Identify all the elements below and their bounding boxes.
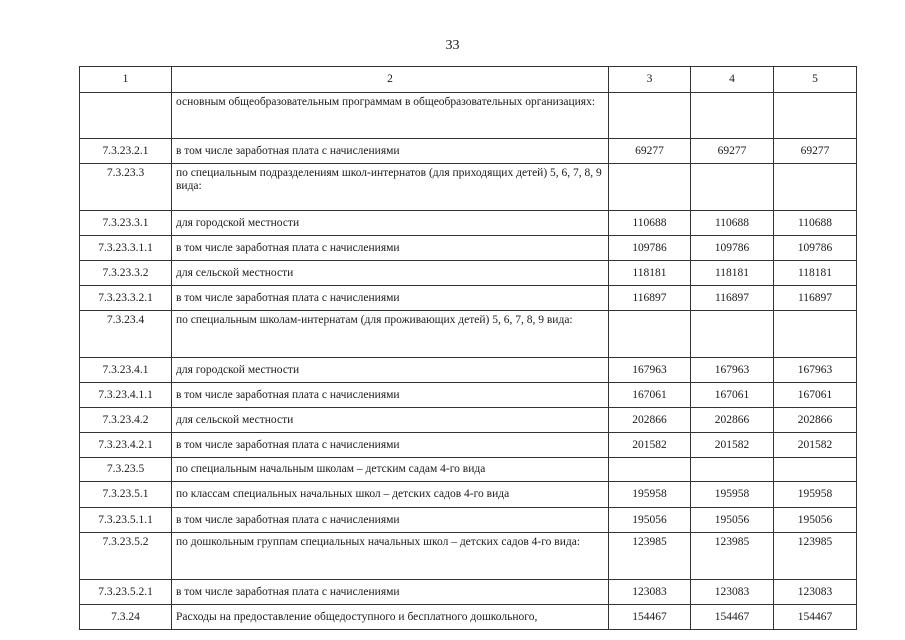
value-col-4: 167963 bbox=[691, 358, 774, 383]
row-description: для городской местности bbox=[172, 211, 609, 236]
page-number: 33 bbox=[445, 38, 460, 53]
table-row bbox=[80, 93, 857, 139]
row-description: в том числе заработная плата с начислениями bbox=[172, 236, 609, 261]
value-col-5 bbox=[774, 311, 857, 358]
row-code: 7.3.23.3.2 bbox=[80, 261, 172, 286]
table-row bbox=[80, 408, 857, 433]
value-col-4: 110688 bbox=[691, 211, 774, 236]
value-col-3: 116897 bbox=[609, 286, 691, 311]
value-col-5: 69277 bbox=[774, 139, 857, 164]
table-row bbox=[80, 605, 857, 630]
value-col-4 bbox=[691, 93, 774, 139]
value-col-4 bbox=[691, 311, 774, 358]
value-col-3 bbox=[609, 164, 691, 211]
row-description: для городской местности bbox=[172, 358, 609, 383]
value-col-3 bbox=[609, 311, 691, 358]
value-col-4: 123985 bbox=[691, 533, 774, 580]
table-row bbox=[80, 433, 857, 458]
value-col-5 bbox=[774, 93, 857, 139]
row-code: 7.3.23.4.2 bbox=[80, 408, 172, 433]
value-col-3: 195958 bbox=[609, 482, 691, 508]
value-col-5 bbox=[774, 164, 857, 211]
column-header: 2 bbox=[172, 67, 609, 93]
table-row bbox=[80, 358, 857, 383]
row-code: 7.3.24 bbox=[80, 605, 172, 630]
row-code: 7.3.23.5 bbox=[80, 458, 172, 482]
value-col-4: 69277 bbox=[691, 139, 774, 164]
row-description: по специальным школам-интернатам (для проживающих детей) 5, 6, 7, 8, 9 вида: bbox=[172, 311, 609, 358]
table-row bbox=[80, 311, 857, 358]
table-row bbox=[80, 508, 857, 533]
table-row bbox=[80, 286, 857, 311]
row-code: 7.3.23.5.2 bbox=[80, 533, 172, 580]
value-col-4: 123083 bbox=[691, 580, 774, 605]
row-code: 7.3.23.2.1 bbox=[80, 139, 172, 164]
value-col-5: 118181 bbox=[774, 261, 857, 286]
row-code: 7.3.23.3.1 bbox=[80, 211, 172, 236]
value-col-5: 167061 bbox=[774, 383, 857, 408]
row-description: в том числе заработная плата с начислениями bbox=[172, 508, 609, 533]
value-col-3: 123985 bbox=[609, 533, 691, 580]
value-col-5: 154467 bbox=[774, 605, 857, 630]
value-col-5: 123083 bbox=[774, 580, 857, 605]
value-col-4: 195056 bbox=[691, 508, 774, 533]
value-col-3: 69277 bbox=[609, 139, 691, 164]
value-col-5: 195056 bbox=[774, 508, 857, 533]
value-col-4: 195958 bbox=[691, 482, 774, 508]
value-col-4 bbox=[691, 458, 774, 482]
value-col-3: 201582 bbox=[609, 433, 691, 458]
table-body bbox=[80, 93, 857, 630]
row-code: 7.3.23.5.1.1 bbox=[80, 508, 172, 533]
row-description: Расходы на предоставление общедоступного и бесплатного дошкольного, bbox=[172, 605, 609, 630]
row-description: основным общеобразовательным программам в общеобразовательных организациях: bbox=[172, 93, 609, 139]
value-col-3: 202866 bbox=[609, 408, 691, 433]
value-col-3 bbox=[609, 93, 691, 139]
row-code: 7.3.23.3.1.1 bbox=[80, 236, 172, 261]
table-row bbox=[80, 236, 857, 261]
value-col-3: 123083 bbox=[609, 580, 691, 605]
value-col-5: 123985 bbox=[774, 533, 857, 580]
budget-table bbox=[79, 66, 857, 630]
row-code: 7.3.23.4.2.1 bbox=[80, 433, 172, 458]
value-col-3: 195056 bbox=[609, 508, 691, 533]
value-col-3: 118181 bbox=[609, 261, 691, 286]
value-col-4: 154467 bbox=[691, 605, 774, 630]
table-row bbox=[80, 164, 857, 211]
row-description: по специальным подразделениям школ-интернатов (для приходящих детей) 5, 6, 7, 8, 9 вида: bbox=[172, 164, 609, 211]
value-col-4 bbox=[691, 164, 774, 211]
row-code: 7.3.23.4.1.1 bbox=[80, 383, 172, 408]
table-row bbox=[80, 458, 857, 482]
column-header: 1 bbox=[80, 67, 172, 93]
value-col-4: 167061 bbox=[691, 383, 774, 408]
row-description: в том числе заработная плата с начислениями bbox=[172, 383, 609, 408]
row-description: по специальным начальным школам – детским садам 4-го вида bbox=[172, 458, 609, 482]
value-col-3: 167963 bbox=[609, 358, 691, 383]
row-code: 7.3.23.3 bbox=[80, 164, 172, 211]
value-col-4: 109786 bbox=[691, 236, 774, 261]
column-header: 5 bbox=[774, 67, 857, 93]
value-col-4: 118181 bbox=[691, 261, 774, 286]
row-code: 7.3.23.3.2.1 bbox=[80, 286, 172, 311]
value-col-4: 116897 bbox=[691, 286, 774, 311]
value-col-4: 202866 bbox=[691, 408, 774, 433]
table-row bbox=[80, 482, 857, 508]
value-col-5: 201582 bbox=[774, 433, 857, 458]
value-col-5: 110688 bbox=[774, 211, 857, 236]
row-description: в том числе заработная плата с начислениями bbox=[172, 580, 609, 605]
row-description: для сельской местности bbox=[172, 261, 609, 286]
table-row bbox=[80, 383, 857, 408]
value-col-5: 109786 bbox=[774, 236, 857, 261]
table-header-row bbox=[80, 67, 857, 93]
row-description: в том числе заработная плата с начислениями bbox=[172, 286, 609, 311]
row-code: 7.3.23.5.2.1 bbox=[80, 580, 172, 605]
table-row bbox=[80, 580, 857, 605]
table-row bbox=[80, 211, 857, 236]
value-col-5: 116897 bbox=[774, 286, 857, 311]
table-row bbox=[80, 261, 857, 286]
value-col-3: 154467 bbox=[609, 605, 691, 630]
row-description: по дошкольным группам специальных начальных школ – детских садов 4-го вида: bbox=[172, 533, 609, 580]
row-description: в том числе заработная плата с начислениями bbox=[172, 433, 609, 458]
row-code: 7.3.23.4.1 bbox=[80, 358, 172, 383]
row-description: в том числе заработная плата с начислениями bbox=[172, 139, 609, 164]
row-description: для сельской местности bbox=[172, 408, 609, 433]
value-col-3 bbox=[609, 458, 691, 482]
value-col-5 bbox=[774, 458, 857, 482]
value-col-5: 167963 bbox=[774, 358, 857, 383]
table-row bbox=[80, 533, 857, 580]
row-description: по классам специальных начальных школ – детских садов 4-го вида bbox=[172, 482, 609, 508]
row-code bbox=[80, 93, 172, 139]
column-header: 4 bbox=[691, 67, 774, 93]
value-col-4: 201582 bbox=[691, 433, 774, 458]
row-code: 7.3.23.4 bbox=[80, 311, 172, 358]
value-col-3: 167061 bbox=[609, 383, 691, 408]
value-col-3: 109786 bbox=[609, 236, 691, 261]
column-header: 3 bbox=[609, 67, 691, 93]
row-code: 7.3.23.5.1 bbox=[80, 482, 172, 508]
table-row bbox=[80, 139, 857, 164]
value-col-5: 195958 bbox=[774, 482, 857, 508]
value-col-5: 202866 bbox=[774, 408, 857, 433]
value-col-3: 110688 bbox=[609, 211, 691, 236]
